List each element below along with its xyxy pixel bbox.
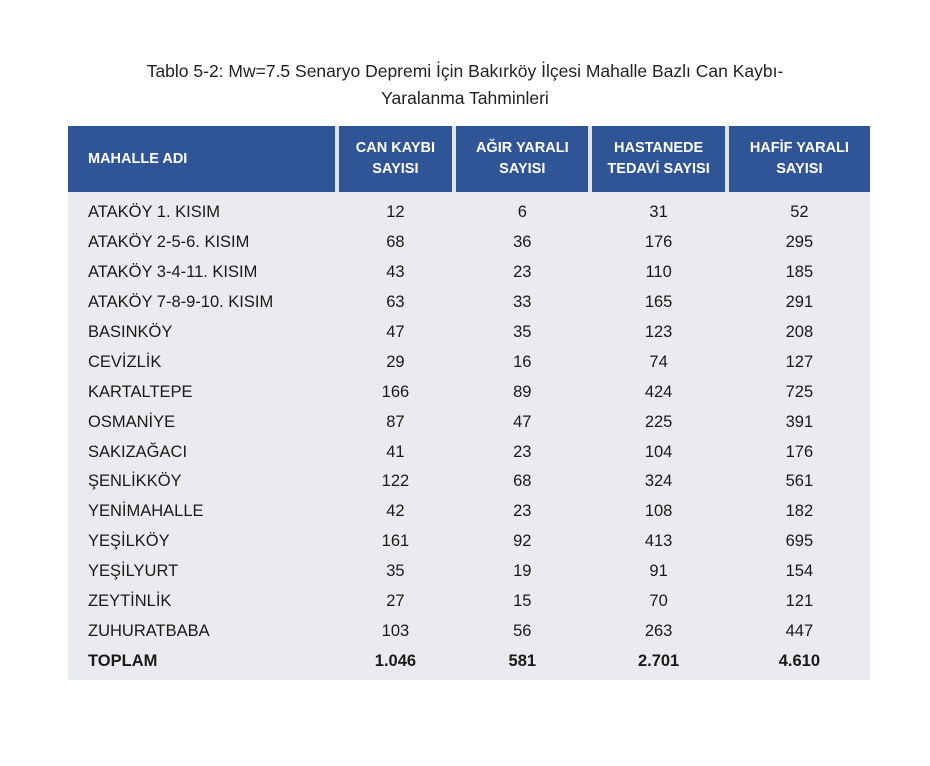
cell-agir-yarali: 6	[517, 203, 527, 222]
cell-agir-yarali: 23	[513, 263, 532, 282]
cell-agir-yarali: 36	[513, 233, 532, 252]
cell-hastanede: 31	[649, 203, 668, 222]
cell-mahalle: OSMANİYE	[88, 412, 176, 431]
table-row	[68, 318, 870, 348]
cell-total-can-kaybi: 1.046	[374, 651, 417, 670]
cell-hafif-yarali: 208	[785, 323, 814, 341]
table-row	[68, 587, 870, 617]
cell-mahalle: ATAKÖY 3-4-11. KISIM	[88, 263, 258, 282]
header-agir-yarali: AĞIR YARALI SAYISI	[456, 126, 588, 192]
cell-hafif-yarali: 52	[790, 203, 809, 222]
cell-hastanede: 424	[644, 382, 673, 401]
cell-mahalle: ATAKÖY 2-5-6. KISIM	[88, 233, 250, 252]
cell-agir-yarali: 56	[513, 621, 532, 640]
cell-agir-yarali: 23	[513, 442, 532, 461]
cell-mahalle: ŞENLİKKÖY	[88, 472, 182, 491]
cell-total-hafif-yarali: 4.610	[778, 651, 821, 670]
cell-agir-yarali: 68	[513, 472, 532, 491]
cell-agir-yarali: 89	[513, 382, 532, 401]
cell-hastanede: 225	[644, 412, 673, 431]
cell-agir-yarali: 35	[513, 323, 532, 341]
cell-hafif-yarali: 182	[785, 502, 814, 521]
cell-mahalle: YEŞİLKÖY	[88, 532, 170, 551]
cell-can-kaybi: 42	[386, 502, 405, 521]
cell-hafif-yarali: 121	[785, 592, 814, 611]
cell-hafif-yarali: 447	[785, 621, 814, 640]
table-header	[68, 126, 870, 192]
cell-can-kaybi: 103	[381, 621, 410, 640]
cell-can-kaybi: 27	[386, 592, 405, 611]
header-hafif-yarali: HAFİF YARALI SAYISI	[729, 126, 870, 192]
cell-can-kaybi: 63	[386, 293, 405, 312]
table-row	[68, 228, 870, 258]
cell-can-kaybi: 43	[386, 263, 405, 282]
cell-hafif-yarali: 154	[785, 562, 814, 581]
table-row	[68, 377, 870, 407]
table-body	[68, 192, 870, 680]
cell-mahalle: ZEYTİNLİK	[88, 592, 172, 611]
cell-total-hastanede: 2.701	[637, 651, 680, 670]
cell-can-kaybi: 41	[386, 442, 405, 461]
cell-can-kaybi: 68	[386, 233, 405, 252]
cell-agir-yarali: 15	[513, 592, 532, 611]
table-row	[68, 198, 870, 228]
cell-hafif-yarali: 291	[785, 293, 814, 312]
cell-can-kaybi: 12	[386, 203, 405, 222]
table-row	[68, 527, 870, 557]
cell-hafif-yarali: 127	[785, 352, 814, 371]
header-mahalle-adi: MAHALLE ADI	[68, 126, 335, 192]
cell-mahalle: KARTALTEPE	[88, 382, 193, 401]
table-row	[68, 347, 870, 377]
cell-can-kaybi: 29	[386, 352, 405, 371]
table-caption	[0, 58, 930, 112]
table-row	[68, 437, 870, 467]
cell-hastanede: 263	[644, 621, 673, 640]
cell-can-kaybi: 47	[386, 323, 405, 341]
cell-hastanede: 413	[644, 532, 673, 551]
cell-agir-yarali: 23	[513, 502, 532, 521]
casualty-table	[68, 126, 870, 680]
caption-line-2: Yaralanma Tahminleri	[381, 88, 549, 108]
cell-agir-yarali: 92	[513, 532, 532, 551]
cell-can-kaybi: 35	[386, 562, 405, 581]
cell-can-kaybi: 166	[381, 382, 410, 401]
table-row	[68, 407, 870, 437]
cell-hafif-yarali: 176	[785, 442, 814, 461]
cell-hastanede: 176	[644, 233, 673, 252]
cell-mahalle: ATAKÖY 1. KISIM	[88, 203, 221, 222]
cell-hastanede: 108	[644, 502, 673, 521]
cell-mahalle: BASINKÖY	[88, 323, 173, 341]
cell-mahalle: ZUHURATBABA	[88, 621, 210, 640]
caption-line-1: Tablo 5-2: Mw=7.5 Senaryo Depremi İçin Bakırköy İlçesi Mahalle Bazlı Can Kaybı-	[146, 61, 784, 81]
cell-agir-yarali: 47	[513, 412, 532, 431]
cell-mahalle: ATAKÖY 7-8-9-10. KISIM	[88, 293, 274, 312]
cell-hastanede: 165	[644, 293, 673, 312]
cell-total-agir-yarali: 581	[508, 651, 537, 670]
cell-can-kaybi: 87	[386, 412, 405, 431]
cell-can-kaybi: 161	[381, 532, 410, 551]
cell-hastanede: 91	[649, 562, 668, 581]
cell-hafif-yarali: 695	[785, 532, 814, 551]
cell-hastanede: 104	[644, 442, 673, 461]
table-row	[68, 288, 870, 318]
cell-hastanede: 70	[649, 592, 668, 611]
table-row	[68, 258, 870, 288]
table-row	[68, 557, 870, 587]
cell-hafif-yarali: 561	[785, 472, 814, 491]
table-row	[68, 497, 870, 527]
cell-mahalle: SAKIZAĞACI	[88, 442, 188, 461]
cell-agir-yarali: 19	[513, 562, 532, 581]
header-can-kaybi: CAN KAYBI SAYISI	[339, 126, 452, 192]
cell-hafif-yarali: 391	[785, 412, 814, 431]
table-row	[68, 467, 870, 497]
cell-hafif-yarali: 295	[785, 233, 814, 252]
table-row	[68, 616, 870, 646]
cell-hafif-yarali: 725	[785, 382, 814, 401]
cell-mahalle: YEŞİLYURT	[88, 562, 179, 581]
cell-mahalle: CEVİZLİK	[88, 352, 162, 371]
header-hastanede-tedavi: HASTANEDE TEDAVİ SAYISI	[592, 126, 724, 192]
cell-hastanede: 74	[649, 352, 668, 371]
cell-hastanede: 324	[644, 472, 673, 491]
cell-agir-yarali: 16	[513, 352, 532, 371]
cell-hafif-yarali: 185	[785, 263, 814, 282]
cell-agir-yarali: 33	[513, 293, 532, 312]
cell-mahalle: YENİMAHALLE	[88, 502, 204, 521]
total-row	[68, 646, 870, 676]
cell-toplam-label: TOPLAM	[88, 651, 158, 670]
cell-can-kaybi: 122	[381, 472, 410, 491]
cell-hastanede: 110	[645, 263, 672, 282]
cell-hastanede: 123	[644, 323, 673, 341]
